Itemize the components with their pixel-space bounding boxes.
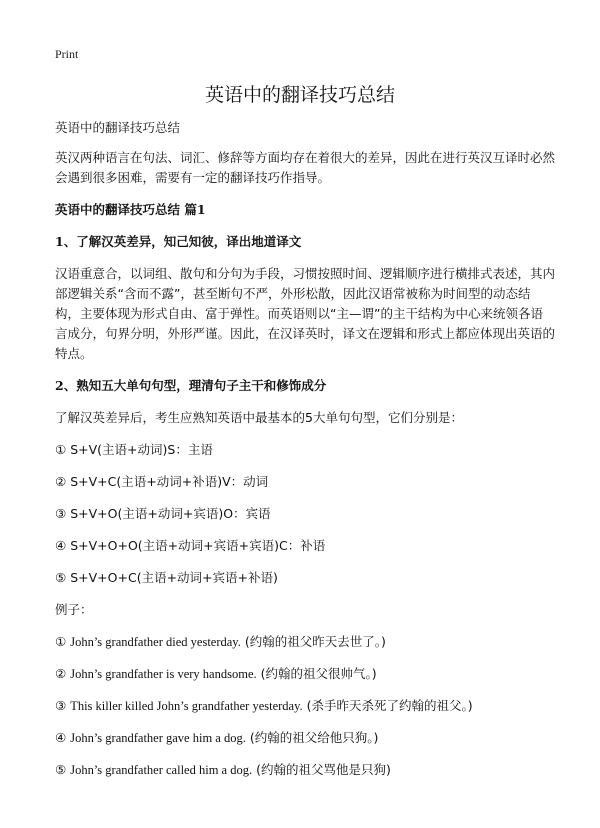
- example-english: This killer killed John’s grandfather yesterday.: [70, 699, 303, 713]
- pattern-text: S+V+C(主语+动词+补语)V：动词: [70, 474, 269, 489]
- pattern-text: S+V+O+O(主语+动词+宾语+宾语)C：补语: [70, 538, 326, 553]
- example-chinese: (约翰的祖父很帅气。): [260, 666, 377, 681]
- example-chinese: (约翰的祖父骂他是只狗): [256, 762, 391, 777]
- example-item: [55, 728, 555, 748]
- point1-heading: 1、了解汉英差异，知己知彼，译出地道译文: [55, 234, 302, 249]
- examples-label: 例子：: [55, 602, 93, 617]
- example-chinese: (约翰的祖父昨天去世了。): [244, 634, 386, 649]
- example-chinese: (杀手昨天杀死了约翰的祖父。): [306, 698, 473, 713]
- pattern-item: [55, 472, 555, 492]
- example-item: [55, 696, 555, 716]
- pattern-item: [55, 536, 555, 556]
- pattern-number: ③: [55, 506, 67, 521]
- example-number: ④: [55, 730, 67, 745]
- example-number: ②: [55, 666, 67, 681]
- pattern-item: [55, 568, 555, 588]
- pattern-text: S+V+O+C(主语+动词+宾语+补语): [70, 570, 278, 585]
- intro-paragraph: 英汉两种语言在句法、词汇、修辞等方面均存在着很大的差异，因此在进行英汉互译时必然会遇到很多困难，需要有一定的翻译技巧作指导。: [55, 150, 556, 185]
- example-english: John’s grandfather is very handsome.: [70, 667, 257, 681]
- example-item: [55, 664, 555, 684]
- article-body: [55, 118, 555, 792]
- pattern-number: ②: [55, 474, 67, 489]
- example-english: John’s grandfather gave him a dog.: [70, 731, 246, 745]
- point2-intro: 了解汉英差异后，考生应熟知英语中最基本的5大单句句型，它们分别是：: [55, 410, 463, 425]
- article-subtitle: 英语中的翻译技巧总结: [55, 120, 181, 135]
- section-heading: 英语中的翻译技巧总结 篇1: [55, 202, 206, 217]
- print-link[interactable]: Print: [55, 47, 79, 61]
- pattern-item: [55, 440, 555, 460]
- example-chinese: (约翰的祖父给他只狗。): [249, 730, 379, 745]
- example-english: John’s grandfather called him a dog.: [70, 763, 253, 777]
- pattern-number: ⑤: [55, 570, 67, 585]
- pattern-number: ①: [55, 442, 67, 457]
- example-number: ①: [55, 634, 67, 649]
- pattern-text: S+V+O(主语+动词+宾语)O：宾语: [70, 506, 271, 521]
- example-number: ⑤: [55, 762, 67, 777]
- example-item: [55, 760, 555, 780]
- page-title: 英语中的翻译技巧总结: [204, 84, 395, 106]
- pattern-text: S+V(主语+动词)S：主语: [70, 442, 213, 457]
- pattern-number: ④: [55, 538, 67, 553]
- example-item: [55, 632, 555, 652]
- point1-paragraph: 汉语重意合，以词组、散句和分句为手段，习惯按照时间、逻辑顺序进行横排式表述，其内部逻辑关系“含而不露”，甚至断句不严，外形松散，因此汉语常被称为时间型的动态结构，主要体现为形式自由、富于弹性。而英语则以“主—谓”的主干结构为中心来统领各语言成分，句界分明，外形严谨。因此，在汉译英时，译文在逻辑和形式上都应体现出英语的特点。: [55, 266, 556, 361]
- example-english: John’s grandfather died yesterday.: [70, 635, 241, 649]
- pattern-item: [55, 504, 555, 524]
- point2-heading: 2、熟知五大单句句型，理清句子主干和修饰成分: [55, 378, 327, 393]
- example-number: ③: [55, 698, 67, 713]
